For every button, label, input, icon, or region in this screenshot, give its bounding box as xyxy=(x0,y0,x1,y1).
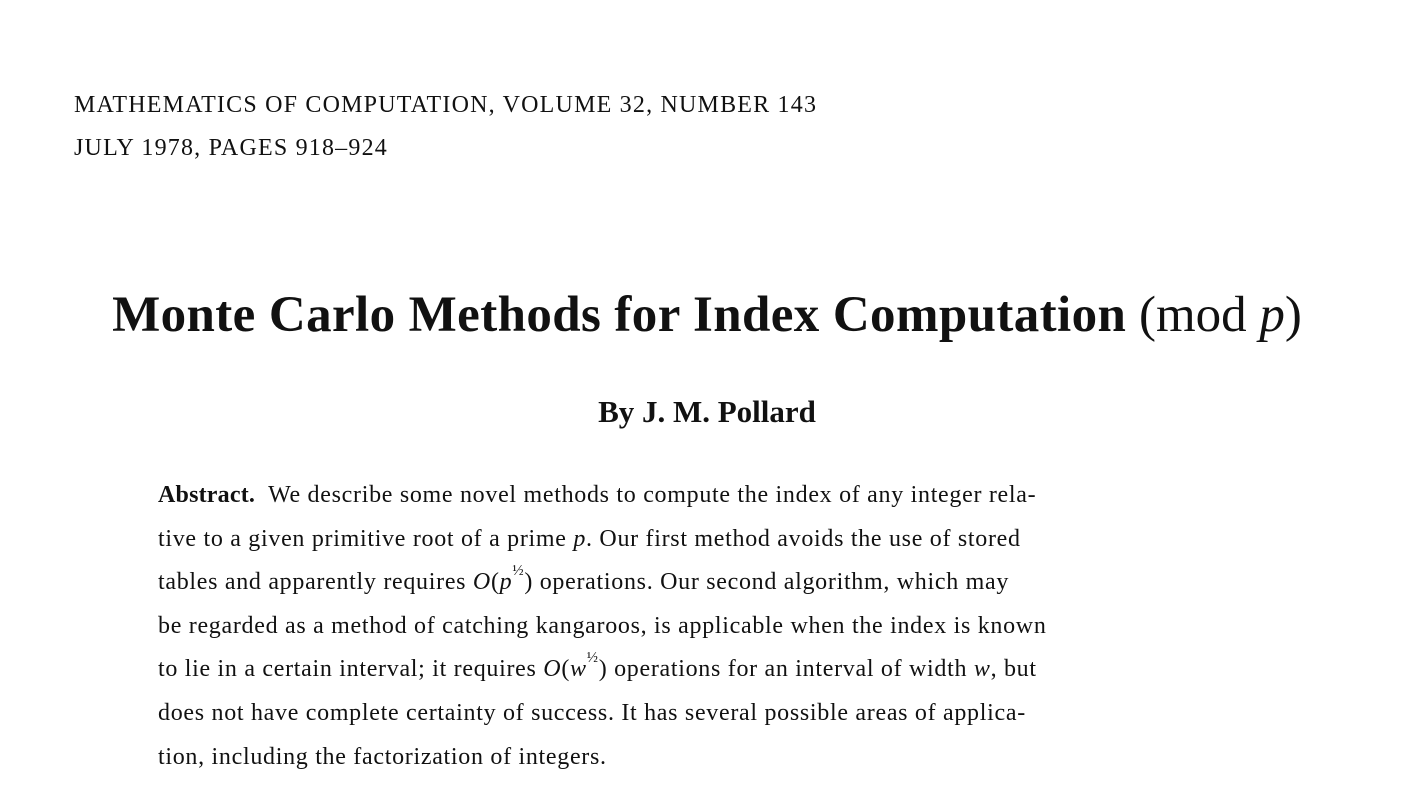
abstract-label: Abstract. xyxy=(158,482,256,508)
abstract-text-3a: tables and apparently requires xyxy=(158,569,473,596)
abstract-text-5a: to lie in a certain interval; it requires xyxy=(158,656,544,683)
math-exponent-half: ½ xyxy=(512,563,525,580)
math-paren: ( xyxy=(490,569,500,596)
math-paren: ( xyxy=(561,656,571,683)
abstract xyxy=(158,474,1288,779)
abstract-text-3b: ) operations. Our second algorithm, which may xyxy=(524,569,1010,596)
math-var-w: w xyxy=(973,656,991,683)
abstract-line-5 xyxy=(158,648,1288,692)
paper-title xyxy=(0,280,1414,350)
abstract-text-2b: . Our first method avoids the use of stored xyxy=(586,525,1021,552)
title-mod-open: (mod xyxy=(1139,287,1260,343)
abstract-line-4: be regarded as a method of catching kangaroos, is applicable when the index is known xyxy=(158,612,1047,639)
abstract-text-2a: tive to a given primitive root of a prime xyxy=(158,525,574,552)
abstract-line-2 xyxy=(158,518,1288,562)
journal-line-date-pages: JULY 1978, PAGES 918–924 xyxy=(74,135,388,161)
author-line: By J. M. Pollard xyxy=(598,394,816,429)
abstract-line-7: tion, including the factorization of integers. xyxy=(158,743,607,770)
math-var-p: p xyxy=(499,569,513,596)
math-exponent-half: ½ xyxy=(586,650,599,667)
abstract-text-5b: ) operations for an interval of width xyxy=(598,656,974,683)
abstract-line-1 xyxy=(158,474,1288,518)
journal-line-volume: MATHEMATICS OF COMPUTATION, VOLUME 32, NUMBER 143 xyxy=(74,92,818,118)
abstract-line-3 xyxy=(158,561,1288,605)
title-mod-close: ) xyxy=(1284,287,1302,343)
abstract-text-1: We describe some novel methods to compute the index of any integer rela- xyxy=(268,482,1037,508)
math-var-p: p xyxy=(573,525,587,552)
abstract-text-5c: , but xyxy=(990,656,1037,683)
title-mod-var: p xyxy=(1259,287,1285,343)
abstract-line-6: does not have complete certainty of success. It has several possible areas of applica- xyxy=(158,699,1026,726)
title-main: Monte Carlo Methods for Index Computation xyxy=(112,287,1127,343)
journal-header xyxy=(74,84,817,170)
math-big-o: O xyxy=(543,656,562,683)
math-var-w: w xyxy=(570,656,587,683)
math-big-o: O xyxy=(472,569,491,596)
